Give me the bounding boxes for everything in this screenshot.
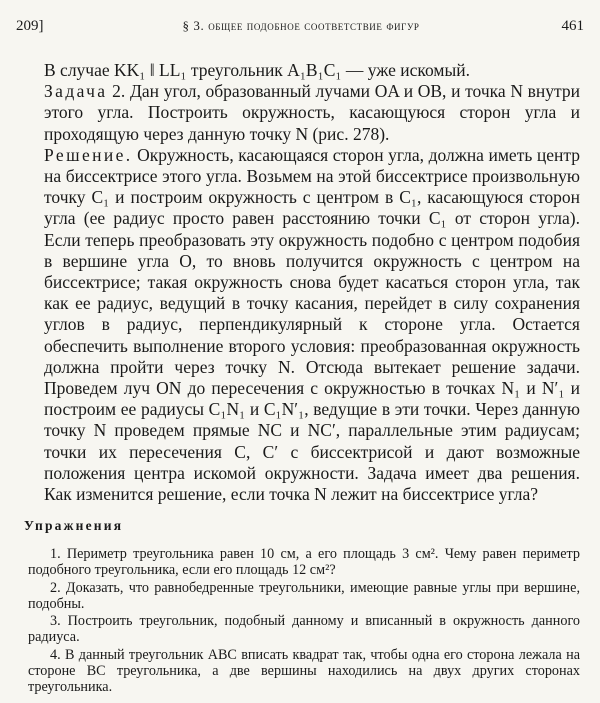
problem-label: Задача <box>44 81 108 102</box>
paragraph-case: В случае KK₁ ‖ LL₁ треугольник A₁B₁C₁ — уже искомый. <box>44 60 470 80</box>
exercises-list <box>28 546 580 697</box>
exercises-heading: Упражнения <box>24 518 124 533</box>
paragraph-problem: Задача 2. Дан угол, образованный лучами OA и OB, и точка N внутри этого угла. Построить окружность, касающуюся сторон угла и проходящую через данную точку N (рис. 278). <box>44 81 580 144</box>
exercise-item: 2. Доказать, что равнобедренные треугольники, имеющие равные углы при вершине, подобны. <box>28 579 580 612</box>
exercise-item: 1. Периметр треугольника равен 10 см, а его площадь 3 см². Чему равен периметр подобного треугольника, если его площадь 12 см²? <box>28 546 580 579</box>
section-title: § 3. общее подобное соответствие фигур <box>182 18 420 33</box>
exercise-item: 3. Построить треугольник, подобный данному и вписанный в окружность данного радиуса. <box>28 613 580 646</box>
page-number: 461 <box>561 18 584 34</box>
paragraph-solution: Решение. Окружность, касающаяся сторон угла, должна иметь центр на биссектрисе этого угла. Возьмем на этой биссектрисе произвольную точку C₁ и построим окружность с центром в C₁, касающуюся сторон угла (ее радиус просто равен расстоянию точки C₁ от сторон угла). Если теперь преобразовать эту окружность подобно с центром подобия в вершине угла O, то вновь получится окружность с центром на биссектрисе; такая окружность снова будет касаться сторон угла, так как ее радиус, ведущий в точку касания, перейдет в силу сохранения углов в радиус, перпендикулярный к стороне угла. Остается обеспечить выполнение второго условия: преобразованная окружность должна пройти через точку N. Отсюда вытекает решение задачи. Проведем луч ON до пересечения с окружностью в точках N₁ и N′₁ и построим ее радиусы C₁N₁ и C₁N′₁, ведущие в эти точки. Через данную точку N проведем прямые NC и NC′, параллельные этим радиусам; точки их пересечения C, C′ с биссектрисой и дают возможные положения центра искомой окружности. Задача имеет два решения. Как изменится решение, если точка N лежит на биссектрисе угла? <box>44 144 580 505</box>
main-text <box>44 60 580 505</box>
left-page-number: 209] <box>16 18 44 34</box>
solution-label: Решение. <box>44 144 133 165</box>
exercise-item: 4. В данный треугольник ABC вписать квадрат так, чтобы одна его сторона лежала на стороне BC треугольника, а две вершины находились на двух других сторонах треугольника. <box>28 646 580 696</box>
